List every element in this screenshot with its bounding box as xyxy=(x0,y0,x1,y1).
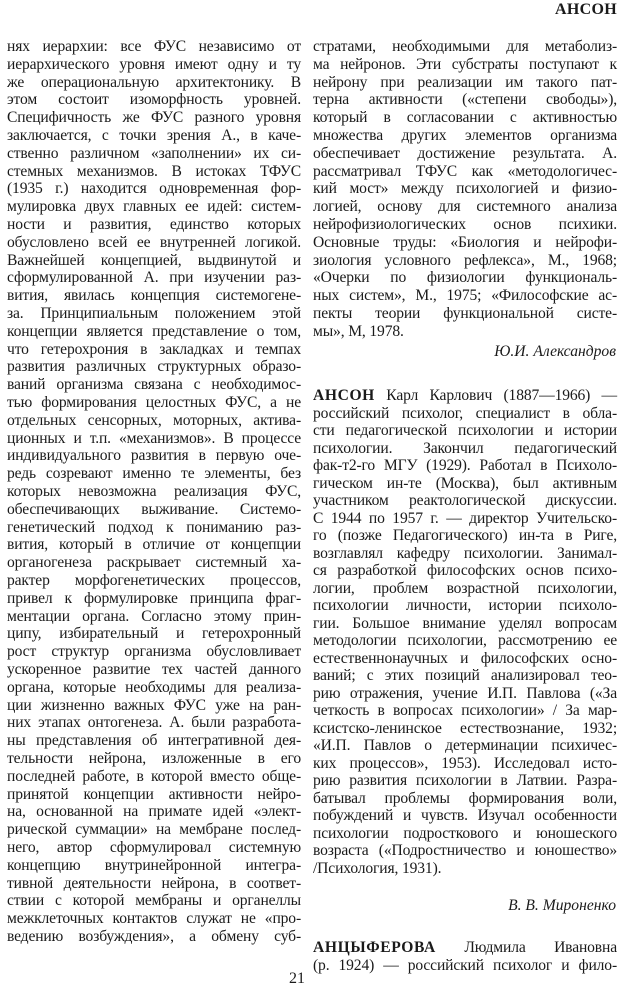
text-line: тивной деятельности нейрона, в соответ- xyxy=(7,874,301,892)
text-line: пекты теории функциональной систе- xyxy=(313,305,617,322)
text-line: развития различных структурных образо- xyxy=(7,358,301,376)
entry-text: Людмила Ивановна xyxy=(435,939,617,956)
text-line: рию отражения, учение И.П. Павлова («За xyxy=(313,684,617,702)
text-line: концепции является представление о том, xyxy=(7,322,301,340)
text-line: за. Принципиальным положением этой xyxy=(7,305,301,322)
text-line: ментации органа. Согласно этому прин- xyxy=(7,607,301,625)
text-line: ствии с которой мембраны и органеллы xyxy=(7,892,301,910)
text-line: рию развития психологии в Латвии. Разра- xyxy=(313,772,617,789)
text-line: логии, проблем возрастной психологии, xyxy=(313,579,617,597)
text-line: Важнейшей концепцией, выдвинутой и xyxy=(7,251,301,269)
text-line: ма нейронов. Эти субстраты поступают к xyxy=(313,55,617,73)
text-line: Основные труды: «Биология и нейрофи- xyxy=(313,233,617,251)
running-head: АНСОН xyxy=(555,1,617,18)
entry-author-signature: В. В. Мироненко xyxy=(508,897,616,914)
text-line: привел к формулировке принципа фраг- xyxy=(7,589,301,607)
text-line: него, автор сформулировал системную xyxy=(7,839,301,856)
text-line: побуждений и чувств. Изучал особенности xyxy=(313,807,617,824)
text-line: концепцию внутринейронной интегра- xyxy=(7,856,301,874)
text-line: психологии личности, истории психоло- xyxy=(313,597,617,614)
text-line: психологии. Закончил педагогический xyxy=(313,439,617,457)
text-line: них этапах онтогенеза. А. были разработа- xyxy=(7,714,301,732)
text-line: вития, явилась концепция системогене- xyxy=(7,287,301,305)
text-line: логией, основу для системного анализа xyxy=(313,198,617,216)
text-line: межклеточных контактов служат не «про- xyxy=(7,910,301,928)
text-line: на, основанной на примате идей «элект- xyxy=(7,803,301,821)
text-line: (р. 1924) — российский психолог и фило- xyxy=(313,956,617,974)
text-line: сти педагогической психологии и истории xyxy=(313,422,617,439)
text-line: терна активности («степени свободы»), xyxy=(313,91,617,109)
text-line: гии. Большое внимание уделял вопросам xyxy=(313,614,617,632)
text-line: батывал проблемы формирования воли, xyxy=(313,789,617,807)
text-line: «И.П. Павлов о детерминации психичес- xyxy=(313,737,617,754)
page-number: 21 xyxy=(289,970,305,987)
text-line: ваний организма связана с необходимос- xyxy=(7,376,301,394)
text-line: ся разработкой философских основ психо- xyxy=(313,562,617,579)
text-line: рической суммации» на мембране послед- xyxy=(7,821,301,839)
entry-text: Карл Карлович (1887—1966) — xyxy=(374,387,617,404)
text-line: индивидуального развития в первую оче- xyxy=(7,447,301,465)
entry-author-signature: Ю.И. Александров xyxy=(494,343,616,360)
text-line: ственно различном «заполнении» их си- xyxy=(7,144,301,162)
text-line: (1935 г.) находится одновременная фор- xyxy=(7,180,301,198)
text-line: фак-т2-го МГУ (1929). Работал в Психоло- xyxy=(313,457,617,474)
text-line: четкость в вопросах психологии» / За мар- xyxy=(313,702,617,719)
text-line: методологии психологии, рассмотрению ее xyxy=(313,632,617,649)
text-line: ускоренное развитие тех частей данного xyxy=(7,661,301,678)
text-line: возглавлял кафедру психологии. Занимал- xyxy=(313,544,617,562)
text-line: С 1944 по 1957 г. — директор Учительско- xyxy=(313,509,617,527)
text-line: ных систем», М., 1975; «Философские ас- xyxy=(313,287,617,305)
text-line: российский психолог, специалист в обла- xyxy=(313,404,617,422)
text-line: же операциональную архитектонику. В xyxy=(7,73,301,91)
text-line: «Очерки по физиологии функциональ- xyxy=(313,269,617,287)
text-line: зиология условного рефлекса», М., 1968; xyxy=(313,251,617,269)
text-line: органогенеза раскрывает системный ха- xyxy=(7,554,301,572)
text-line: обеспечивающих выживание. Системо- xyxy=(7,500,301,518)
text-line: ципу, избирательный и гетерохронный xyxy=(7,625,301,643)
text-line: психологии подросткового и юношеского xyxy=(313,824,617,842)
text-line: Специфичность же ФУС разного уровня xyxy=(7,109,301,127)
text-line: что гетерохрония в закладках и темпах xyxy=(7,340,301,358)
text-line: стратами, необходимыми для метаболиз- xyxy=(313,38,617,55)
text-line: рост структур организма обусловливает xyxy=(7,643,301,661)
text-line: нях иерархии: все ФУС независимо от xyxy=(7,38,301,55)
entry-headword: АНСОН xyxy=(313,387,375,404)
text-line: го (позже Педагогического) ин-та в Риге, xyxy=(313,527,617,544)
text-line: отдельных сенсорных, моторных, актива- xyxy=(7,411,301,429)
text-line: множества других элементов организма xyxy=(313,127,617,144)
text-line: тью формирования целостных ФУС, а не xyxy=(7,394,301,411)
text-line: мы», М, 1978. xyxy=(313,322,404,340)
text-line: редь созревают именно те элементы, без xyxy=(7,465,301,483)
entry-anson-first-line xyxy=(313,387,617,405)
text-line: стемных механизмов. В истоках ТФУС xyxy=(7,162,301,180)
text-line: ции жизненно важных ФУС уже на ран- xyxy=(7,696,301,714)
text-line: ведению возбуждения», а обмену суб- xyxy=(7,928,301,945)
text-line: участником реактологической дискуссии. xyxy=(313,492,617,509)
text-line: иерархического уровня имеют одну и ту xyxy=(7,55,301,73)
entry-headword: АНЦЫФЕРОВА xyxy=(313,939,436,956)
text-line: органа, которые необходимы для реализа- xyxy=(7,678,301,696)
text-line: ны представления об интегративной дея- xyxy=(7,732,301,750)
text-line: нейрону при реализации им такого пат- xyxy=(313,73,617,91)
text-line: который в согласовании с активностью xyxy=(313,109,617,127)
text-line: ности и развития, единство которых xyxy=(7,216,301,233)
text-line: обусловлено всей ее внутренней логикой. xyxy=(7,233,301,251)
text-line: рактер морфогенетических процессов, xyxy=(7,572,301,589)
text-line: последней работе, в которой вместо обще- xyxy=(7,767,301,785)
text-line: генетический подход к пониманию раз- xyxy=(7,518,301,536)
entry-antsyferova-first-line xyxy=(313,939,617,957)
text-line: сформулированной А. при изучении раз- xyxy=(7,269,301,287)
text-line: вития, который в отличие от концепции xyxy=(7,536,301,554)
text-line: /Психология, 1931). xyxy=(313,859,442,877)
text-line: гическом ин-те (Москва), был активным xyxy=(313,474,617,492)
text-line: обеспечивает достижение результата. А. xyxy=(313,144,617,162)
text-line: мулировка двух главных ее идей: систем- xyxy=(7,198,301,216)
text-line: тельности нейрона, изложенные в его xyxy=(7,750,301,767)
text-line: возраста («Подростничество и юношество» xyxy=(313,842,617,859)
text-line: рассматривал ТФУС как «методологичес- xyxy=(313,162,617,180)
text-line: ционных и т.п. «механизмов». В процессе xyxy=(7,429,301,447)
text-line: заключается, с точки зрения А., в каче- xyxy=(7,127,301,144)
text-line: этом состоит изоморфность уровней. xyxy=(7,91,301,109)
text-line: которых невозможна реализация ФУС, xyxy=(7,483,301,500)
text-line: ких процессов», 1953). Исследовал исто- xyxy=(313,754,617,772)
text-line: ксистско-ленинское естествознание, 1932; xyxy=(313,719,617,737)
text-line: кий мост» между психологией и физио- xyxy=(313,180,617,198)
text-line: естественнонаучных и философских осно- xyxy=(313,649,617,667)
text-line: ваний; с этих позиций анализировал тео- xyxy=(313,667,617,684)
text-line: принятой концепции активности нейро- xyxy=(7,785,301,803)
text-line: нейрофизиологических основ психики. xyxy=(313,216,617,233)
